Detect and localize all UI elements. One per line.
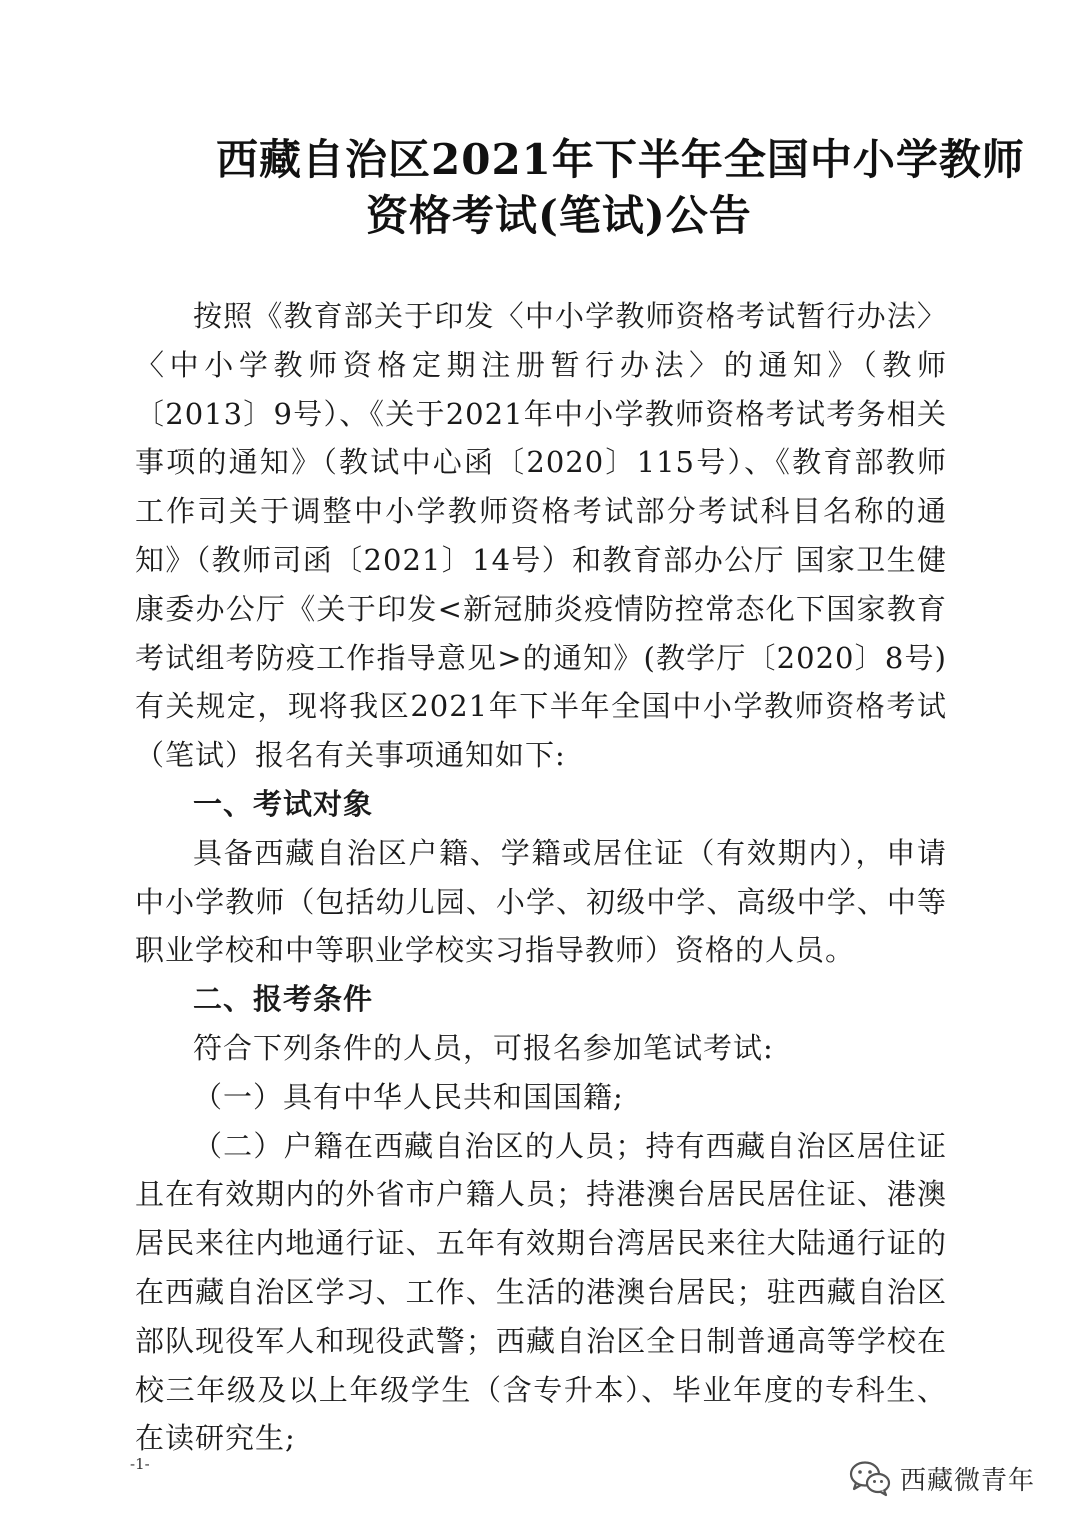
section-heading-requirements: 二、报考条件 xyxy=(193,982,374,1017)
document-title-line1: 西藏自治区2021年下半年全国中小学教师 xyxy=(216,135,1025,184)
section-paragraph-exam-target: 具备西藏自治区户籍、学籍或居住证（有效期内），申请中小学教师（包括幼儿园、小学、初级中学、高级中学、中等职业学校和中等职业学校实习指导教师）资格的人员。 xyxy=(135,835,947,968)
document-title-line2: 资格考试(笔试)公告 xyxy=(366,191,752,240)
document-body xyxy=(135,292,947,1463)
section-heading-exam-target: 一、考试对象 xyxy=(193,786,374,821)
page-number: -1- xyxy=(130,1455,150,1473)
requirement-item-1: （一）具有中华人民共和国国籍; xyxy=(193,1079,624,1114)
requirement-item-2: （二）户籍在西藏自治区的人员；持有西藏自治区居住证且在有效期内的外省市户籍人员；持港澳台居民居住证、港澳居民来往内地通行证、五年有效期台湾居民来往大陆通行证的在西藏自治区学习、工作、生活的港澳台居民；驻西藏自治区部队现役军人和现役武警；西藏自治区全日制普通高等学校在校三年级及以上年级学生（含专升本）、毕业年度的专科生、在读研究生; xyxy=(135,1128,947,1456)
wechat-icon xyxy=(848,1458,892,1498)
requirements-intro: 符合下列条件的人员，可报名参加笔试考试: xyxy=(193,1030,774,1065)
watermark xyxy=(848,1458,1035,1498)
watermark-text: 西藏微青年 xyxy=(900,1465,1036,1496)
intro-paragraph: 按照《教育部关于印发〈中小学教师资格考试暂行办法〉〈中小学教师资格定期注册暂行办法〉的通知》（教师〔2013〕9号）、《关于2021年中小学教师资格考试考务相关事项的通知》（教试中心函〔2020〕115号）、《教育部教师工作司关于调整中小学教师资格考试部分考试科目名称的通知》（教师司函〔2021〕14号）和教育部办公厅 国家卫生健康委办公厅《关于印发<新冠肺炎疫情防控常态化下国家教育考试组考防疫工作指导意见>的通知》(教学厅〔2020〕8号)有关规定，现将我区2021年下半年全国中小学教师资格考试（笔试）报名有关事项通知如下: xyxy=(135,299,947,773)
